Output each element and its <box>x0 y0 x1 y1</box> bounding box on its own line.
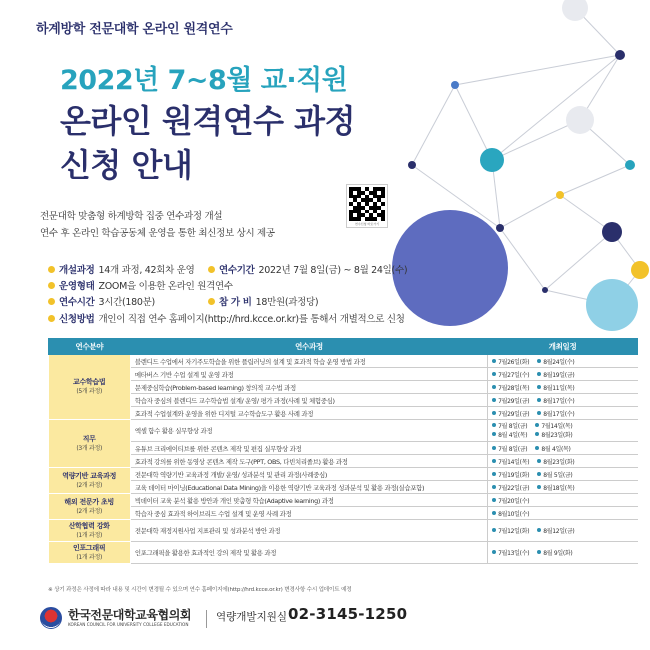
table-row <box>49 468 638 481</box>
title-line-2: 온라인 원격연수 과정 <box>60 102 355 140</box>
org-name: 한국전문대학교육협의회 <box>68 608 192 622</box>
table-row <box>49 407 638 420</box>
info-course <box>48 262 195 276</box>
info-value: 개인이 직접 연수 홈페이지(http://hrd.kcce.or.kr)를 통해서 개별적으로 신청 <box>98 314 405 325</box>
table-row <box>49 355 638 368</box>
bullet-icon <box>48 298 55 305</box>
course-cell: 인포그래픽을 활용한 효과적인 강의 제작 및 활용 과정 <box>130 542 487 564</box>
info-mode <box>48 278 233 292</box>
footnote: ※ 상기 과정은 사정에 따라 내용 및 시간이 변경될 수 있으며 연수 홈페이지에(http://hrd.kcce.or.kr) 변경사항 수시 업데이트 예정 <box>48 587 352 593</box>
table-row <box>49 368 638 381</box>
bullet-icon <box>48 315 55 322</box>
category-cell: 교수학습법 (5개 과정) <box>49 355 131 420</box>
dates-cell: 7월13일(수) 8월 9일(화) <box>488 542 638 564</box>
dates-cell: 7월29일(금) 8월17일(수) <box>488 394 638 407</box>
intro-line-2: 연수 후 온라인 학습공동체 운영을 통한 최신정보 상시 제공 <box>40 228 275 239</box>
dates-cell: 7월 8일(금) 7월14일(목) 8월 4일(목) 8월23일(화) <box>488 420 638 442</box>
course-cell: 전문대학 역량기반 교육과정 개발/ 운영/ 성과분석 및 관리 과정(사례중심) <box>130 468 487 481</box>
footer-divider <box>206 610 207 628</box>
title-line-3: 신청 안내 <box>60 146 193 184</box>
category-cell: 산학협력 강화 (1개 과정) <box>49 520 131 542</box>
course-cell: 효과적 강의를 위한 동영상 콘텐츠 제작 도구(PPT, OBS, 다빈치리졸브) 활용 과정 <box>130 455 487 468</box>
course-cell: 엑셀 함수 활용 실무향상 과정 <box>130 420 487 442</box>
info-period <box>208 262 407 276</box>
poster-subtitle: 하계방학 전문대학 온라인 원격연수 <box>36 22 233 37</box>
info-label: 운영형태 <box>59 281 95 292</box>
phone-number: 02-3145-1250 <box>288 605 408 623</box>
info-value: ZOOM을 이용한 온라인 원격연수 <box>98 281 233 292</box>
table-row <box>49 381 638 394</box>
dates-cell: 7월20일(수) <box>488 494 638 507</box>
info-value: 3시간(180분) <box>98 297 155 308</box>
table-row <box>49 455 638 468</box>
info-apply <box>48 311 405 325</box>
info-value: 2022년 7월 8일(금) ~ 8월 24일(수) <box>258 265 408 276</box>
course-cell: 학습자 중심의 블렌디드 교수학습법 설계/ 운영/ 평가 과정(사례 및 체험중심) <box>130 394 487 407</box>
course-cell: 전문대학 재정지원사업 지표관리 및 성과분석 방안 과정 <box>130 520 487 542</box>
info-label: 개설과정 <box>59 265 95 276</box>
table-row <box>49 494 638 507</box>
course-cell: 빅데이터 교육 분석 활용 방안과 개인 맞춤형 학습(Adaptive learning) 과정 <box>130 494 487 507</box>
title-line-1: 2022년 7~8월 교·직원 <box>60 65 348 96</box>
qr-code[interactable] <box>346 184 388 228</box>
course-cell: 메타버스 기반 수업 설계 및 운영 과정 <box>130 368 487 381</box>
qr-pattern <box>349 187 385 221</box>
dates-cell: 7월27일(수) 8월19일(금) <box>488 368 638 381</box>
table-row <box>49 481 638 494</box>
dates-cell: 8월10일(수) <box>488 507 638 520</box>
category-cell: 인포그래픽 (1개 과정) <box>49 542 131 564</box>
info-label: 신청방법 <box>59 314 95 325</box>
bullet-icon <box>208 298 215 305</box>
bullet-icon <box>48 266 55 273</box>
intro-line-1: 전문대학 맞춤형 하계방학 집중 연수과정 개설 <box>40 211 223 222</box>
category-cell: 직무 (3개 과정) <box>49 420 131 468</box>
course-cell: 효과적 수업설계와 운영을 위한 디지털 교수학습도구 활용 사례 과정 <box>130 407 487 420</box>
header-schedule: 개최일정 <box>488 339 638 355</box>
table-row <box>49 520 638 542</box>
course-cell: 문제중심학습(Problem-based learning) 창의적 교수법 과정 <box>130 381 487 394</box>
table-header-row <box>49 339 638 355</box>
info-value: 18만원(과정당) <box>255 297 319 308</box>
dates-cell: 7월29일(금) 8월17일(수) <box>488 407 638 420</box>
table-row <box>49 420 638 442</box>
info-value: 14개 과정, 42회차 운영 <box>98 265 195 276</box>
table-row <box>49 442 638 455</box>
category-cell: 해외 전문가 초빙 (2개 과정) <box>49 494 131 520</box>
info-label: 연수기간 <box>219 265 255 276</box>
dates-cell: 7월26일(화) 8월24일(수) <box>488 355 638 368</box>
dates-cell: 7월28일(목) 8월11일(목) <box>488 381 638 394</box>
info-label: 연수시간 <box>59 297 95 308</box>
header-course: 연수과정 <box>130 339 487 355</box>
table-row <box>49 542 638 564</box>
qr-label: 연수신청 바로가기 <box>354 222 380 226</box>
dates-cell: 7월 8일(금) 8월 4일(목) <box>488 442 638 455</box>
course-cell: 블렌디드 수업에서 자기주도학습을 위한 플립러닝의 설계 및 효과적 학습 운영 방법 과정 <box>130 355 487 368</box>
info-label: 참 가 비 <box>219 297 252 308</box>
schedule-table <box>48 338 638 564</box>
dates-cell: 7월19일(화) 8월 5일(금) <box>488 468 638 481</box>
bullet-icon <box>48 282 55 289</box>
department: 역량개발지원실 <box>216 611 288 623</box>
table-row <box>49 394 638 407</box>
intro-text <box>40 208 275 242</box>
course-cell: 학습자 중심 효과적 하이브리드 수업 설계 및 운영 사례 과정 <box>130 507 487 520</box>
dates-cell: 7월14일(목) 8월23일(화) <box>488 455 638 468</box>
course-cell: 유튜브 크리에이티브를 위한 콘텐츠 제작 및 편집 실무향상 과정 <box>130 442 487 455</box>
dates-cell: 7월12일(화) 8월12일(금) <box>488 520 638 542</box>
bullet-icon <box>208 266 215 273</box>
org-name-english: KOREAN COUNCIL FOR UNIVERSITY COLLEGE EDUCATION <box>68 622 189 627</box>
header-field: 연수분야 <box>49 339 131 355</box>
category-cell: 역량기반 교육과정 (2개 과정) <box>49 468 131 494</box>
council-logo-icon <box>40 607 62 629</box>
course-cell: 교육 데이터 마이닝(Educational Data Mining)을 이용한 역량기반 교육과정 성과분석 및 활용 과정(실습포함) <box>130 481 487 494</box>
table-row <box>49 507 638 520</box>
info-fee <box>208 294 318 308</box>
info-time <box>48 294 155 308</box>
dates-cell: 7월22일(금) 8월18일(목) <box>488 481 638 494</box>
